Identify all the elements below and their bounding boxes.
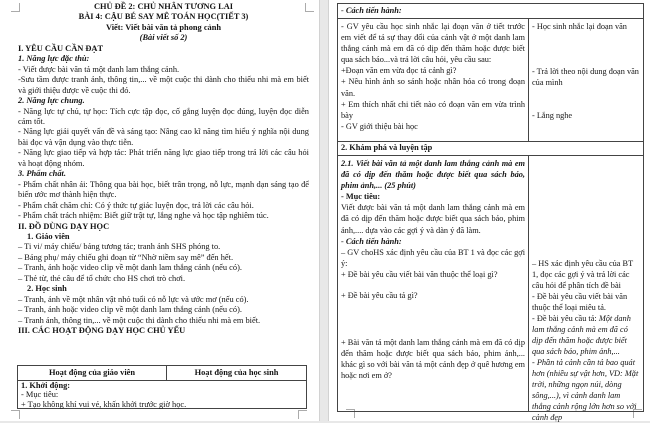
table-row <box>338 156 643 422</box>
teacher-activity-cell <box>338 19 529 141</box>
margin-crop-mark <box>11 410 20 419</box>
student-activity-cell <box>529 156 643 422</box>
paragraph: - Mục tiêu: <box>21 390 59 400</box>
paragraph: – Tranh, ảnh về một nhân vật nhỏ tuổi có nỗ lực và ước mơ (nếu có). <box>18 294 249 304</box>
paragraph: - Năng lực giao tiếp và hợp tác: Phát triển năng lực giao tiếp trong trả lời các câu hỏi và hoạt động nhóm. <box>18 148 309 168</box>
objective-label: - Mục tiêu: <box>341 192 381 202</box>
paragraph: – Thẻ từ, thẻ câu để tổ chức cho HS chơi trò chơi. <box>18 273 186 283</box>
doc-title-writing: Viết: Viết bài văn tả phong cảnh <box>105 22 222 32</box>
table-row-procedure: - Cách tiến hành: <box>338 4 643 19</box>
activity-title: 1. Khởi động: <box>21 381 71 390</box>
teacher-activity-cell <box>338 156 529 411</box>
answer-italic: Một danh lam thắng cảnh mà em đã có dịp đến thăm hoặc được biết qua sách báo, phim ảnh,... <box>532 314 631 356</box>
student-activity-cell <box>529 19 643 141</box>
paragraph: + Em thích nhất chi tiết nào có đoạn văn em vừa trình bày <box>341 99 525 120</box>
subsection-heading: 2. Năng lực chung. <box>18 96 85 106</box>
paragraph: - Trả lời theo nội dung đoạn văn của mình <box>532 67 639 87</box>
paragraph: – HS xác định yêu cầu của BT 1, đọc các gợi ý và trả lời các câu hỏi để phân tích đề bài <box>532 259 633 290</box>
section-heading-2: II. ĐỒ DÙNG DẠY HỌC <box>18 221 110 231</box>
paragraph: – Tranh, ảnh hoặc video clip về một danh lam thắng cảnh (nếu có). <box>18 305 242 315</box>
document-page-right[interactable] <box>328 0 650 421</box>
paragraph: + Tạo không khí vui vẻ, khấn khởi trước giờ học. <box>21 399 187 409</box>
table-header-teacher: Hoạt động của giáo viên <box>18 366 167 380</box>
table-header-student: Hoạt động của học sinh <box>194 368 279 377</box>
paragraph: - Phẩm chất nhân ái: Thông qua bài học, biết trân trọng, nỗ lực, mạnh dạn sáng tạo để biến ước mơ thành hiện thực. <box>18 179 309 200</box>
paragraph: - Lắng nghe <box>532 111 573 120</box>
paragraph: – Tranh, ảnh hoặc video clip về một danh lam thắng cảnh (nếu có). <box>18 263 242 273</box>
doc-title-lesson: BÀI 4: CẬU BÉ SAY MÊ TOÁN HỌC(TIẾT 3) <box>78 12 249 22</box>
paragraph: – Ti vi/ máy chiếu/ bảng tương tác; tranh ảnh SHS phóng to. <box>18 242 221 252</box>
doc-title-subtitle: (Bài viết số 2) <box>139 33 188 43</box>
paragraph: + Đề bài yêu cầu viết bài văn thuộc thể loại gì? <box>341 269 498 279</box>
paragraph: + Đề bài yêu cầu tả gì? <box>341 291 418 301</box>
paragraph: - GV giới thiệu bài học <box>341 121 418 131</box>
procedure-label: - Cách tiến hành: <box>341 236 402 246</box>
table-row <box>18 381 306 409</box>
activity-table-left <box>17 365 307 409</box>
margin-crop-mark <box>298 410 307 419</box>
paragraph: - Học sinh nhắc lại đoạn văn <box>532 22 627 31</box>
paragraph: - Năng lực giải quyết vấn đề và sáng tạo: Nâng cao kĩ năng tìm hiểu ý nghĩa nội dung bài đọc và vận dụng vào thực tiễn. <box>18 127 309 147</box>
paragraph <box>532 313 640 357</box>
paragraph: + Bài văn tả một danh lam thắng cảnh mà em đã có dịp đến thăm hoặc được biết qua sách báo, phim ảnh,... khác gì so với bài văn tả một cảnh đẹp ở quê hương em hoặc nơi em ở? <box>341 338 525 381</box>
paragraph: - Năng lực tự chủ, tự học: Tích cực tập đọc, cố gắng luyện đọc đúng, luyện đọc diễn cảm tốt. <box>18 106 309 126</box>
paragraph: +Đoạn văn em vừa đọc tả cảnh gì? <box>341 66 457 76</box>
section-heading-1: I. YÊU CẦU CẦN ĐẠT <box>18 43 104 53</box>
subsection-heading: 3. Phẩm chất. <box>18 169 66 179</box>
left-page-content <box>18 2 309 337</box>
doc-title-theme: CHỦ ĐỀ 2: CHỦ NHÂN TƯƠNG LAI <box>93 2 234 11</box>
table-header-row <box>18 366 306 381</box>
table-row <box>338 19 643 142</box>
paragraph: – Tranh ảnh, thông tin,... về một cuộc thi dành cho thiếu nhi mà em biết. <box>18 315 261 325</box>
subsection-heading: 2. Học sinh <box>27 284 67 294</box>
paragraph: + Nêu hình ảnh so sánh hoặc nhân hóa có trong đoạn văn. <box>341 77 525 98</box>
subsection-heading: 1. Giáo viên <box>27 231 70 241</box>
activity-table-right <box>337 3 644 422</box>
paragraph: -Sưu tầm được tranh ảnh, thông tin,... về một cuộc thi dành cho thiếu nhi mà em biết và giới thiệu được về cuộc thi đó. <box>18 75 309 95</box>
paragraph: Viết được bài văn tả một danh lam thắng cảnh mà em đã có dịp đến thăm hoặc được biết qua sách báo, phim ảnh,.... dựa vào các gợi ý và dàn ý đã làm. <box>341 203 525 235</box>
paragraph: - GV yêu cầu học sinh nhắc lại đoạn văn ở tiết trước em viết để tả sự thay đổi của cảnh vật ở một danh lam thắng cảnh mà em đã có dịp đến thăm hoặc được biết qua sách báo...và trả lời câu hỏi, yêu cầu sau: <box>341 22 525 65</box>
section-heading-3: III. CÁC HOẠT ĐỘNG DẠY HỌC CHỦ YẾU <box>18 326 186 336</box>
document-page-left[interactable] <box>0 0 320 421</box>
paragraph: - Phẩm chất chăm chỉ: Có ý thức tự giác luyện đọc, trả lời các câu hỏi. <box>18 200 254 210</box>
paragraph: - Phẩm chất trách nhiệm: Biết giữ trật tự, lắng nghe và học tập nghiêm túc. <box>18 211 269 221</box>
paragraph: - Phần tả cảnh cần tả bao quát hơn (nhiều sự vật hơn, VD: Mặt trời, những ngọn núi, dòng sông,...), vì cảnh danh lam thắng cảnh rộng lớn hơn so với cảnh đẹp <box>532 358 639 422</box>
paragraph: – Bảng phụ/ máy chiếu ghi đoạn từ “Nhờ niềm say mê” đến hết. <box>18 252 234 262</box>
subsection-heading: 1. Năng lực đặc thù: <box>18 54 90 64</box>
paragraph: - Viết được bài văn tả một danh lam thắng cảnh. <box>18 64 180 74</box>
paragraph: – GV choHS xác định yêu cầu của BT 1 và đọc các gợi ý: <box>341 247 525 268</box>
answer-label: - Đề bài yêu cầu tả: <box>532 314 599 323</box>
paragraph: - Đề bài yêu cầu viết bài văn thuộc thể loại miêu tả. <box>532 292 628 312</box>
table-row-section: 2. Khám phá và luyện tập <box>338 142 643 156</box>
activity-title: 2.1. Viết bài văn tả một danh lam thắng cảnh mà em đã có dịp đến thăm hoặc được biết qua sách báo, phim ảnh,... (25 phút) <box>341 159 525 191</box>
